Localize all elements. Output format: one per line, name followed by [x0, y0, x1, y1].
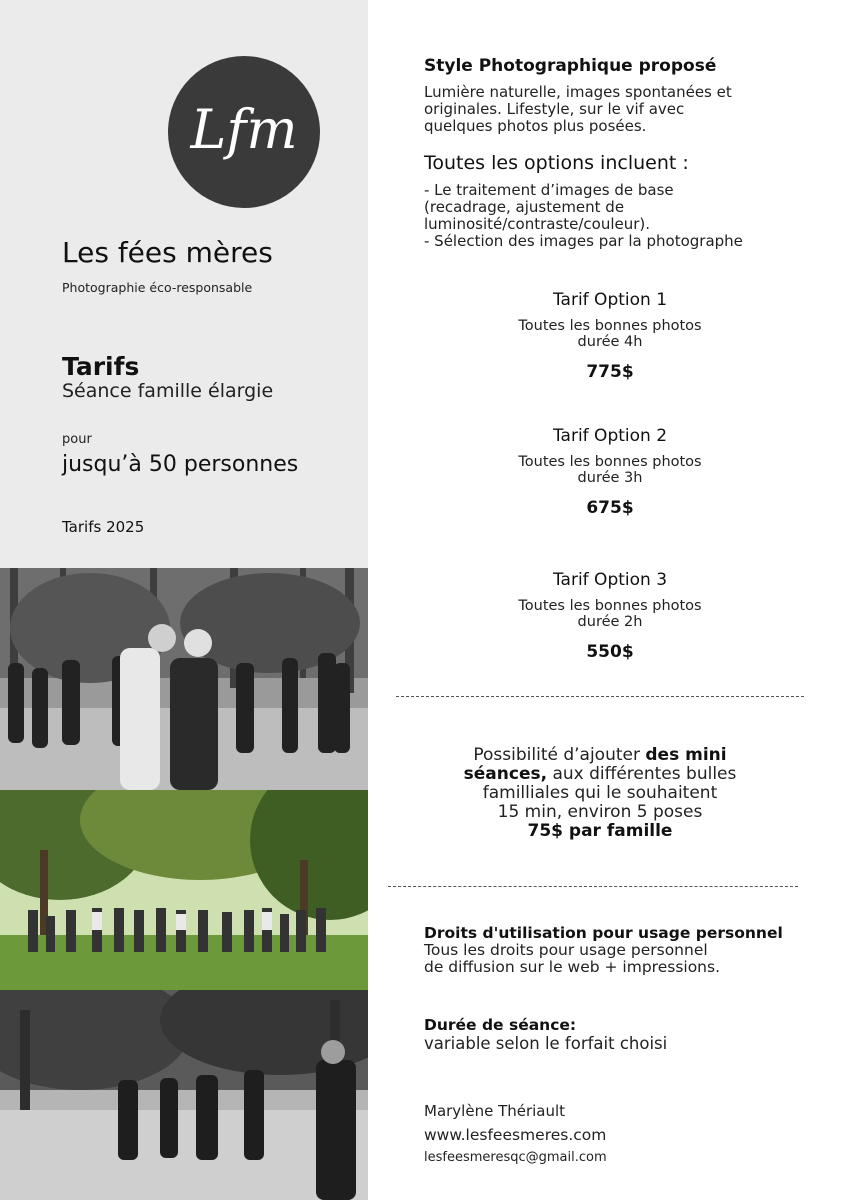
mini-price: 75$ par famille — [527, 821, 673, 841]
pour-label: pour — [62, 432, 92, 447]
option-description — [440, 598, 780, 630]
included-title: Toutes les options incluent : — [424, 152, 689, 174]
duration-title: Durée de séance: — [424, 1016, 577, 1034]
option-line: Toutes les bonnes photos — [518, 454, 702, 470]
mini-sessions — [410, 746, 790, 841]
duration-text: variable selon le forfait choisi — [424, 1034, 668, 1053]
option-price: 550$ — [586, 642, 634, 662]
option-title: Tarif Option 1 — [552, 290, 668, 310]
style-line: quelques photos plus posées. — [424, 117, 647, 135]
mini-text: familliales qui le souhaitent — [482, 783, 718, 803]
option-duration: durée 4h — [577, 334, 643, 350]
tarif-option-2 — [440, 426, 780, 518]
photo-family-bw-kiss — [0, 568, 368, 790]
option-duration: durée 2h — [577, 614, 643, 630]
mini-bold: des mini — [645, 745, 727, 765]
included-line: (recadrage, ajustement de — [424, 198, 625, 216]
contact-website[interactable]: www.lesfeesmeres.com — [424, 1126, 607, 1144]
rights-line: Tous les droits pour usage personnel — [424, 941, 708, 959]
included-list — [424, 182, 824, 250]
style-description — [424, 84, 814, 135]
divider — [396, 696, 804, 697]
style-title: Style Photographique proposé — [424, 56, 717, 76]
mini-text: 15 min, environ 5 poses — [497, 802, 703, 822]
tarifs-subtitle: Séance famille élargie — [62, 380, 274, 402]
included-line: - Sélection des images par la photographe — [424, 232, 743, 250]
mini-text: aux différentes bulles — [547, 764, 737, 784]
tarif-option-3 — [440, 570, 780, 662]
brand-tagline: Photographie éco-responsable — [62, 280, 253, 295]
tarifs-title: Tarifs — [62, 352, 140, 381]
tarif-option-1 — [440, 290, 780, 382]
logo — [168, 56, 320, 208]
contact-email[interactable]: lesfeesmeresqc@gmail.com — [424, 1150, 607, 1165]
mini-bold: séances, — [463, 764, 548, 784]
rights-title: Droits d'utilisation pour usage personnel — [424, 924, 783, 942]
mini-text: Possibilité d’ajouter — [473, 745, 646, 765]
option-description — [440, 454, 780, 486]
rights-text — [424, 942, 824, 976]
brand-name: Les fées mères — [62, 236, 273, 269]
contact-name: Marylène Thériault — [424, 1102, 566, 1120]
rights-line: de diffusion sur le web + impressions. — [424, 958, 721, 976]
photo-family-bw-walking — [0, 990, 368, 1200]
logo-text: Lfm — [190, 98, 298, 161]
included-line: luminosité/contraste/couleur). — [424, 215, 651, 233]
divider — [388, 886, 798, 887]
option-line: Toutes les bonnes photos — [518, 598, 702, 614]
style-line: originales. Lifestyle, sur le vif avec — [424, 100, 685, 118]
style-line: Lumière naturelle, images spontanées et — [424, 83, 732, 101]
option-duration: durée 3h — [577, 470, 643, 486]
option-description — [440, 318, 780, 350]
option-price: 675$ — [586, 498, 634, 518]
logo-monogram — [168, 56, 320, 208]
option-title: Tarif Option 3 — [552, 570, 668, 590]
option-price: 775$ — [586, 362, 634, 382]
photo-family-color-park — [0, 790, 368, 990]
option-line: Toutes les bonnes photos — [518, 318, 702, 334]
tarifs-year: Tarifs 2025 — [62, 518, 145, 536]
option-title: Tarif Option 2 — [552, 426, 668, 446]
people-count: jusqu’à 50 personnes — [62, 452, 299, 477]
included-line: - Le traitement d’images de base — [424, 181, 674, 199]
